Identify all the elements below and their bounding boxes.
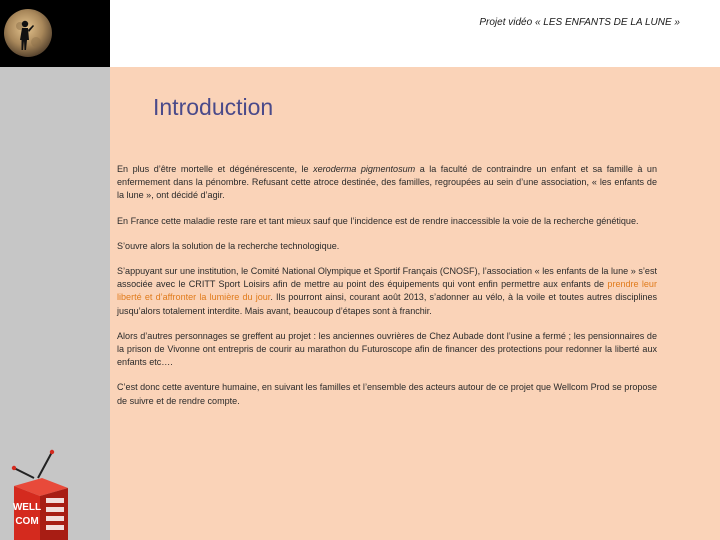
logo-text-2: COM — [15, 516, 39, 527]
paragraph-2: En France cette maladie reste rare et tant mieux sauf que l’incidence est de rendre inaccessible la voie de la recherche génétique. — [117, 215, 639, 226]
page-title: Introduction — [153, 94, 274, 120]
paragraph-4 — [117, 265, 657, 318]
paragraph-4-highlight: prendre leur liberté et d’affronter la lumière du jour — [117, 279, 657, 303]
header-title: Projet vidéo « LES ENFANTS DE LA LUNE » — [479, 17, 680, 28]
paragraph-1-italic: xeroderma pigmentosum — [313, 164, 416, 174]
paragraph-4-end: . Ils pourront ainsi, courant août 2013, s’adonner au vélo, à la voile et toutes autres disciplines jusqu’alors totalement interdite. Mais avant, beaucoup d’étapes sont à franchir. — [117, 292, 657, 316]
paragraph-6: C’est donc cette aventure humaine, en suivant les familles et l’ensemble des acteurs autour de ce projet que Wellcom Prod se propose de suivre et de rendre compte. — [117, 382, 657, 406]
paragraph-1-end: a la faculté de contraindre un enfant et sa famille à un enfermement dans la pénombre. Refusant cette atroce destinée, des familles, regroupées au sein d’une association, « les enfants de la lune », ont décidé d’agir. — [117, 164, 657, 201]
wellcom-logo — [6, 440, 72, 540]
paragraph-1 — [117, 163, 657, 203]
paragraph-4-start: S’appuyant sur une institution, le Comité National Olympique et Sportif Français (CNOSF), l’association « les enfants de la lune » s’est associée avec le CRITT Sport Loisirs afin de mettre au point des équipements qui vont enfin permettre aux enfants de — [117, 266, 657, 290]
paragraph-1-start: En plus d’être mortelle et dégénérescente, le — [117, 164, 314, 174]
paragraph-5: Alors d’autres personnages se greffent au projet : les anciennes ouvrières de Chez Aubade dont l’usine a fermé ; les pensionnaires de la prison de Vivonne ont entrepris de courir au marathon du Futuroscope afin de financer des protections pour redonner la liberté aux enfants etc…. — [117, 330, 657, 368]
body-text — [117, 163, 657, 420]
moon-silhouette-icon — [0, 0, 110, 67]
header — [110, 0, 720, 67]
moon-logo — [0, 0, 110, 67]
paragraph-3: S’ouvre alors la solution de la recherche technologique. — [117, 240, 340, 251]
wellcom-tv-icon — [6, 440, 72, 540]
logo-text-1: WELL — [12, 502, 42, 513]
